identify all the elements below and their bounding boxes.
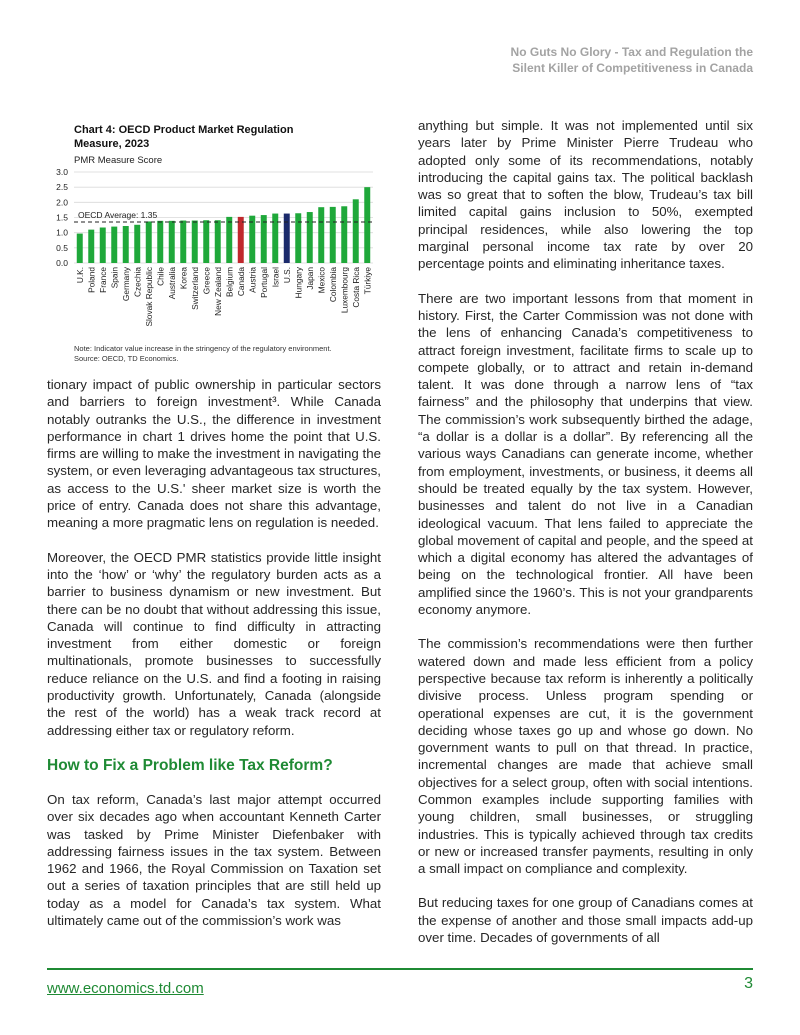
chart-title: Chart 4: OECD Product Market Regulation Measure, 2023 xyxy=(74,124,294,150)
paragraph: There are two important lessons from that moment in history. First, the Carter Commission was not done with the lens of enhancing Canada’s competitiveness to attract foreign investment, facilitate firms to scale up to compete globally, or to attract and retain in-demand talent. It was done through a narrow lens of “tax fairness” and the philosophy that underpins that view. The commission’s work subsequently birthed the adage, “a dollar is a dollar is a dollar”. By referencing all the various ways Canadians can generate income, whether from employment, investments, or business, it deems all should be treated equally by the tax system. However, businesses and talent do not live in a Canadian ideological vacuum. That lens failed to appreciate the global movement of capital and people, and the speed at which a digital economy has altered the advantages of being on the technological frontier. All have been amplified since the 1960’s. This is not your grandparents economy anymore. xyxy=(418,290,753,618)
chart-4 xyxy=(47,121,381,366)
bar-austria xyxy=(249,216,255,263)
x-tick-label: Costa Rica xyxy=(350,267,361,308)
paragraph: The commission’s recommendations were then further watered down and made less efficient from a policy perspective because tax reform is inherently a politically divisive process. Unless program spending or operational expenses are cut, it is the government deciding whose taxes go up and whose go down. No government wants to pull on that thread. In practice, incremental changes are made that achieve small objectives for a select group, often with social intentions. Common examples include supporting families with young children, small businesses, or struggling industries. This is typically achieved through tax credits or new or increased transfer payments, resulting in only a small impact on compliance and complexity. xyxy=(418,636,753,877)
x-tick-label: Canada xyxy=(235,267,246,297)
bar-new-zealand xyxy=(215,220,221,263)
bar-poland xyxy=(88,230,94,263)
bar-spain xyxy=(111,227,117,263)
x-tick-label: Poland xyxy=(86,267,97,293)
x-tick-label: Mexico xyxy=(316,267,327,294)
bar-greece xyxy=(203,220,209,263)
bar-slovak-republic xyxy=(146,221,152,263)
right-column xyxy=(418,117,753,963)
bar-japan xyxy=(307,212,313,263)
x-tick-label: Portugal xyxy=(258,267,269,298)
footer-website-link[interactable]: www.economics.td.com xyxy=(47,980,204,997)
paragraph: Moreover, the OECD PMR statistics provide little insight into the ‘how’ or ‘why’ the regulatory burden acts as a barrier to business dynamism or new investment. But there can be no doubt that without addressing this issue, Canada will continue to find difficulty in attracting investment from either domestic or foreign multinationals, promote businesses to successfully reduce reliance on the U.S. and find a footing in raising productivity growth. Unfortunately, Canada (alongside the rest of the world) has a weak track record at addressing either tax or regulatory reform. xyxy=(47,549,381,738)
x-tick-label: Australia xyxy=(166,267,177,300)
y-tick-label: 0.5 xyxy=(56,242,68,253)
bar-israel xyxy=(272,214,278,263)
x-tick-label: Switzerland xyxy=(189,267,200,310)
chart-ylabel: PMR Measure Score xyxy=(74,155,163,166)
x-tick-label: Chile xyxy=(155,267,166,286)
x-tick-label: Spain xyxy=(109,267,120,289)
bar-u-s- xyxy=(284,214,290,263)
x-tick-label: Germany xyxy=(120,267,131,302)
x-tick-label: Türkiye xyxy=(362,267,373,295)
oecd-average-label: OECD Average: 1.35 xyxy=(78,210,158,221)
bar-hungary xyxy=(295,213,301,263)
running-header-line1: No Guts No Glory - Tax and Regulation the xyxy=(510,45,753,59)
paragraph: tionary impact of public ownership in particular sectors and barriers to foreign investment³. While Canada notably outranks the U.S., the difference in investment performance in chart 1 drives home the point that U.S. firms are willing to make the investment in navigating the system, or even leveraging advantageous tax structures, as access to the U.S.' sheer market size is worth the price of entry. Canada does not share this advantage, meaning a more pragmatic lens on regulation is needed. xyxy=(47,377,381,531)
bar-france xyxy=(100,228,106,263)
left-column xyxy=(47,376,381,946)
chart-note xyxy=(74,344,374,364)
chart-note-text: Note: Indicator value increase in the stringency of the regulatory environment. xyxy=(74,344,332,353)
bar-czechia xyxy=(134,225,140,263)
x-tick-label: Korea xyxy=(178,267,189,290)
paragraph: anything but simple. It was not implemented until six years later by Prime Minister Pierre Trudeau who adopted only some of its recommendations, notably introducing the capital gains tax. The political backlash was so great that to soften the blow, Trudeau’s tax bill limited capital gains inclusion to 50%, exempted principal residences, while also lowering the top marginal personal income tax rate by over 20 percentage points and eliminating inheritance taxes. xyxy=(418,118,753,272)
x-tick-label: Colombia xyxy=(327,267,338,303)
bar-canada xyxy=(238,217,244,263)
bar-korea xyxy=(180,221,186,263)
bar-australia xyxy=(169,221,175,263)
y-tick-label: 2.0 xyxy=(56,197,68,208)
page-number: 3 xyxy=(744,975,753,992)
y-tick-label: 1.5 xyxy=(56,212,68,223)
bar-colombia xyxy=(330,207,336,263)
bar-t-rkiye xyxy=(364,187,370,263)
bar-chile xyxy=(157,221,163,263)
running-header xyxy=(393,44,753,76)
bar-germany xyxy=(123,226,129,263)
x-tick-label: Israel xyxy=(270,267,281,288)
bar-switzerland xyxy=(192,221,198,263)
x-tick-label: Greece xyxy=(201,267,212,295)
x-tick-label: Japan xyxy=(304,267,315,290)
x-tick-label: Czechia xyxy=(132,267,143,297)
y-tick-label: 3.0 xyxy=(56,167,68,177)
x-tick-label: France xyxy=(97,267,108,293)
y-tick-label: 1.0 xyxy=(56,227,68,238)
x-tick-label: Belgium xyxy=(224,267,235,297)
x-tick-label: U.S. xyxy=(281,267,292,284)
paragraph: On tax reform, Canada’s last major attempt occurred over six decades ago when accountant Kenneth Carter was tasked by Prime Minister Diefenbaker with addressing fairness issues in the tax system. Between 1962 and 1966, the Royal Commission on Taxation set out a series of taxation principles that are still held up today as a model for Canada’s tax system. What ultimately came out of the commission’s work was xyxy=(47,791,381,929)
x-tick-label: U.K. xyxy=(74,267,85,284)
pmr-bar-chart xyxy=(47,121,381,341)
paragraph: But reducing taxes for one group of Canadians comes at the expense of another and those small impacts add-up over time. Decades of governments of all xyxy=(418,895,753,946)
x-tick-label: Hungary xyxy=(293,267,304,299)
x-tick-label: Luxembourg xyxy=(339,267,350,314)
running-header-line2: Silent Killer of Competitiveness in Canada xyxy=(512,61,753,75)
footer-rule xyxy=(47,968,753,970)
y-tick-label: 0.0 xyxy=(56,258,68,268)
bar-belgium xyxy=(226,217,232,263)
bar-costa-rica xyxy=(353,199,359,263)
x-tick-label: Austria xyxy=(247,267,258,293)
chart-source: Source: OECD, TD Economics. xyxy=(74,354,179,363)
bar-u-k- xyxy=(77,234,83,263)
x-tick-label: New Zealand xyxy=(212,267,223,316)
x-tick-label: Slovak Republic xyxy=(143,267,154,327)
bar-mexico xyxy=(318,207,324,263)
section-heading: How to Fix a Problem like Tax Reform? xyxy=(47,756,333,774)
y-tick-label: 2.5 xyxy=(56,182,68,193)
bar-luxembourg xyxy=(341,206,347,263)
